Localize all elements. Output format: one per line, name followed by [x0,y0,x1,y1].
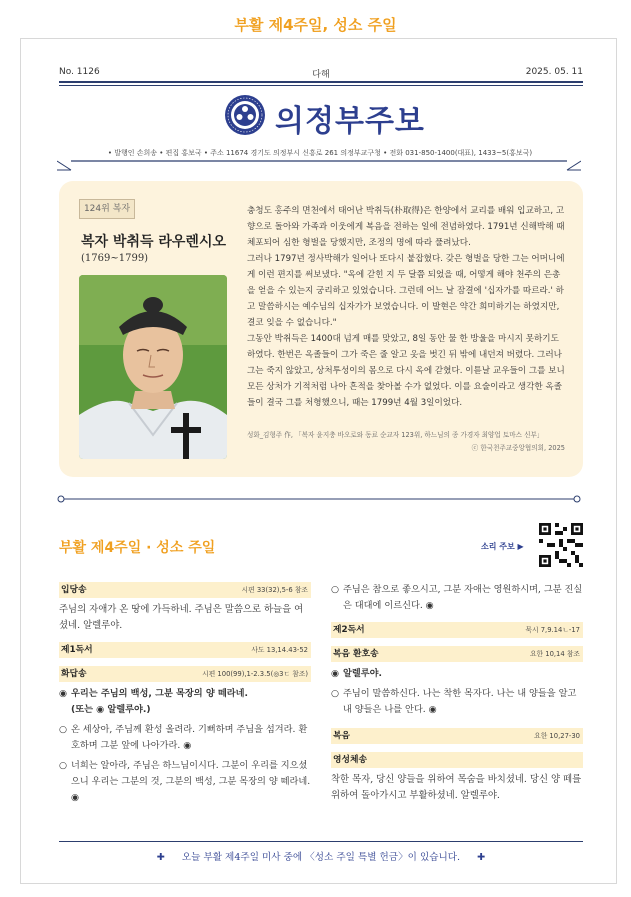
psalm-verse-text: 온 세상아, 주님께 환성 올려라. 기뻐하며 주님을 섬겨라. 환호하며 그분 앞에 나아가라. ◉ [71,724,308,751]
section-reference: 묵시 7,9.14ㄴ-17 [525,626,580,634]
liturgy-column-left [59,582,311,806]
notice-text: 오늘 부활 제4주일 미사 중에 〈성소 주일 특별 헌금〉이 있습니다. [181,852,461,863]
bulletin-page [20,38,617,884]
psalm-response-text: 우리는 주님의 백성, 그분 목장의 양 떼라네. [71,688,249,699]
section-label: 입당송 [61,585,87,595]
diocese-logo-icon [224,94,266,136]
communion-antiphon-text: 착한 목자, 당신 양들을 위하여 목숨을 바치셨네. 당신 양 떼를 위하여 돌아가시고 부활하셨네. 알렐루야. [331,774,582,801]
psalm-response [59,686,311,718]
top-rule [59,81,583,83]
response-mark: ◉ [59,688,68,699]
section-label: 화답송 [61,669,87,679]
qr-code-icon[interactable] [539,523,583,567]
psalm-verse-text: 주님은 참으로 좋으시고, 그분 자애는 영원하시며, 그분 진실은 대대에 이르신다. ◉ [343,584,583,611]
liturgy-column-right [331,582,583,804]
acclamation-header [331,646,583,662]
entrance-antiphon-text: 주님의 자애가 온 땅에 가득하네. 주님은 말씀으로 하늘을 여셨네. 알렐루야. [59,604,304,631]
psalm-verse-text: 너희는 알아라, 주님은 하느님이시다. 그분이 우리를 지으셨으니 우리는 그분의 것, 그분의 백성, 그분 목장의 양 떼라네. ◉ [71,760,311,803]
saint-portrait-image [79,275,227,459]
entrance-antiphon-header [59,582,311,598]
saint-paragraph: 충청도 홍주의 면천에서 태어난 박취득(朴取得)은 한양에서 교리를 배워 입교하고, 고향으로 돌아와 가족과 이웃에게 복음을 전하는 일에 전념하였다. 1791년 신해박해 때 체포되어 심한 형벌을 당했지만, 조정의 명에 따라 풀려났다. [247,206,565,248]
verse-mark: ○ [59,760,68,771]
response-mark: ◉ [331,668,340,679]
masthead-meta [59,67,583,79]
section-reference: 시편 33(32),5-6 참조 [241,586,308,594]
gospel-header [331,728,583,744]
psalm-verse [331,582,583,614]
publisher-info: • 발행인 손희송 • 편집 홍보국 • 주소 11674 경기도 의정부시 신흥로 261 의정부교구청 • 전화 031-850-1400(대표), 1433~5(홍보국) [107,149,533,157]
saint-paragraph: 그러나 1797년 정사박해가 일어나 또다시 붙잡혔다. 갖은 형벌을 당한 그는 어머니에게 이런 편지를 써보냈다. "옥에 갇힌 지 두 달쯤 되었을 때, 어떻게 해야 천주의 은총을 얻을 수 있는지 궁리하고 있었습니다. 그런데 어느 날 잠결에 '십자가를 따르라.' 하고 말씀하시는 예수님의 십자가가 보였습니다. 이 발현은 약간 희미하기는 하였지만, 결코 잊을 수 없습니다." [247,254,565,328]
psalm-header [59,666,311,682]
section-label: 복음 [333,731,350,741]
liturgical-year: 다해 [312,70,330,80]
saint-feature [59,181,583,477]
cross-icon: ✚ [156,852,165,863]
caption-copyright: ⓒ 한국천주교중앙협의회, 2025 [471,444,565,452]
cross-icon: ✚ [477,852,486,863]
psalm-response-alt: (또는 ◉ 알렐루야.) [71,704,151,715]
section-label: 복음 환호송 [333,649,379,659]
saint-years: (1769~1799) [81,253,149,264]
acclamation-verse [331,686,583,718]
section-reference: 요한 10,27-30 [534,732,580,740]
verse-mark: ○ [331,584,340,595]
audio-bulletin-link[interactable]: 소리 주보 ▶ [481,542,524,551]
acclamation-verse-text: 주님이 말씀하신다. 나는 착한 목자다. 나는 내 양들을 알고 내 양들은 나를 안다. ◉ [343,688,577,715]
acclamation-response [331,666,583,682]
saint-name: 복자 박취득 라우렌시오 [81,234,226,250]
top-rule-thin [59,85,583,86]
section-reference: 요한 10,14 참조 [529,650,580,658]
issue-date: 2025. 05. 11 [525,67,583,77]
info-divider [57,159,581,171]
section-label: 제2독서 [333,625,365,635]
second-reading-header [331,622,583,638]
collection-notice [59,849,583,863]
paper-name: 의정부주보 [275,104,425,139]
section-reference: 시편 100(99),1-2.3.5(◎3ㄷ 참조) [202,670,308,678]
saint-story [247,203,565,411]
issue-number: No. 1126 [59,67,100,77]
saint-tag: 124위 복자 [79,199,135,219]
verse-mark: ○ [59,724,68,735]
section-label: 영성체송 [333,755,367,765]
acclamation-response-text: 알렐루야. [343,668,382,679]
first-reading-header [59,642,311,658]
liturgy-title: 부활 제4주일 · 성소 주일 [59,540,216,556]
psalm-verse [59,722,311,754]
section-reference: 사도 13,14.43-52 [251,646,308,654]
bottom-rule [59,841,583,842]
section-divider [57,494,581,504]
psalm-verse [59,758,311,806]
portrait-caption [247,429,565,455]
saint-paragraph: 그동안 박취득은 1400대 넘게 매를 맞았고, 8일 동안 물 한 방울을 마시지 못하기도 하였다. 한번은 옥졸들이 그가 죽은 줄 알고 옷을 벗긴 뒤 밖에 내던져 버렸다. 그러나 그는 죽지 않았고, 상처투성이의 몸으로 다시 옥에 갇혔다. 이튿날 교우들이 그를 보니 모든 상처가 기적처럼 나아 흔적을 찾아볼 수가 없었다. 이를 요술이라고 생각한 옥졸들이 결국 그를 처형했으니, 때는 1799년 4월 3일이었다. [247,334,565,408]
page-heading: 부활 제4주일, 성소 주일 [234,16,397,34]
caption-credit: 성화_김형주 作, 「복자 윤지충 바오로와 동료 순교자 123위, 하느님의 종 가경자 최양업 토마스 신부」 [247,431,544,439]
communion-antiphon-header [331,752,583,768]
masthead [21,92,618,138]
verse-mark: ○ [331,688,340,699]
section-label: 제1독서 [61,645,93,655]
